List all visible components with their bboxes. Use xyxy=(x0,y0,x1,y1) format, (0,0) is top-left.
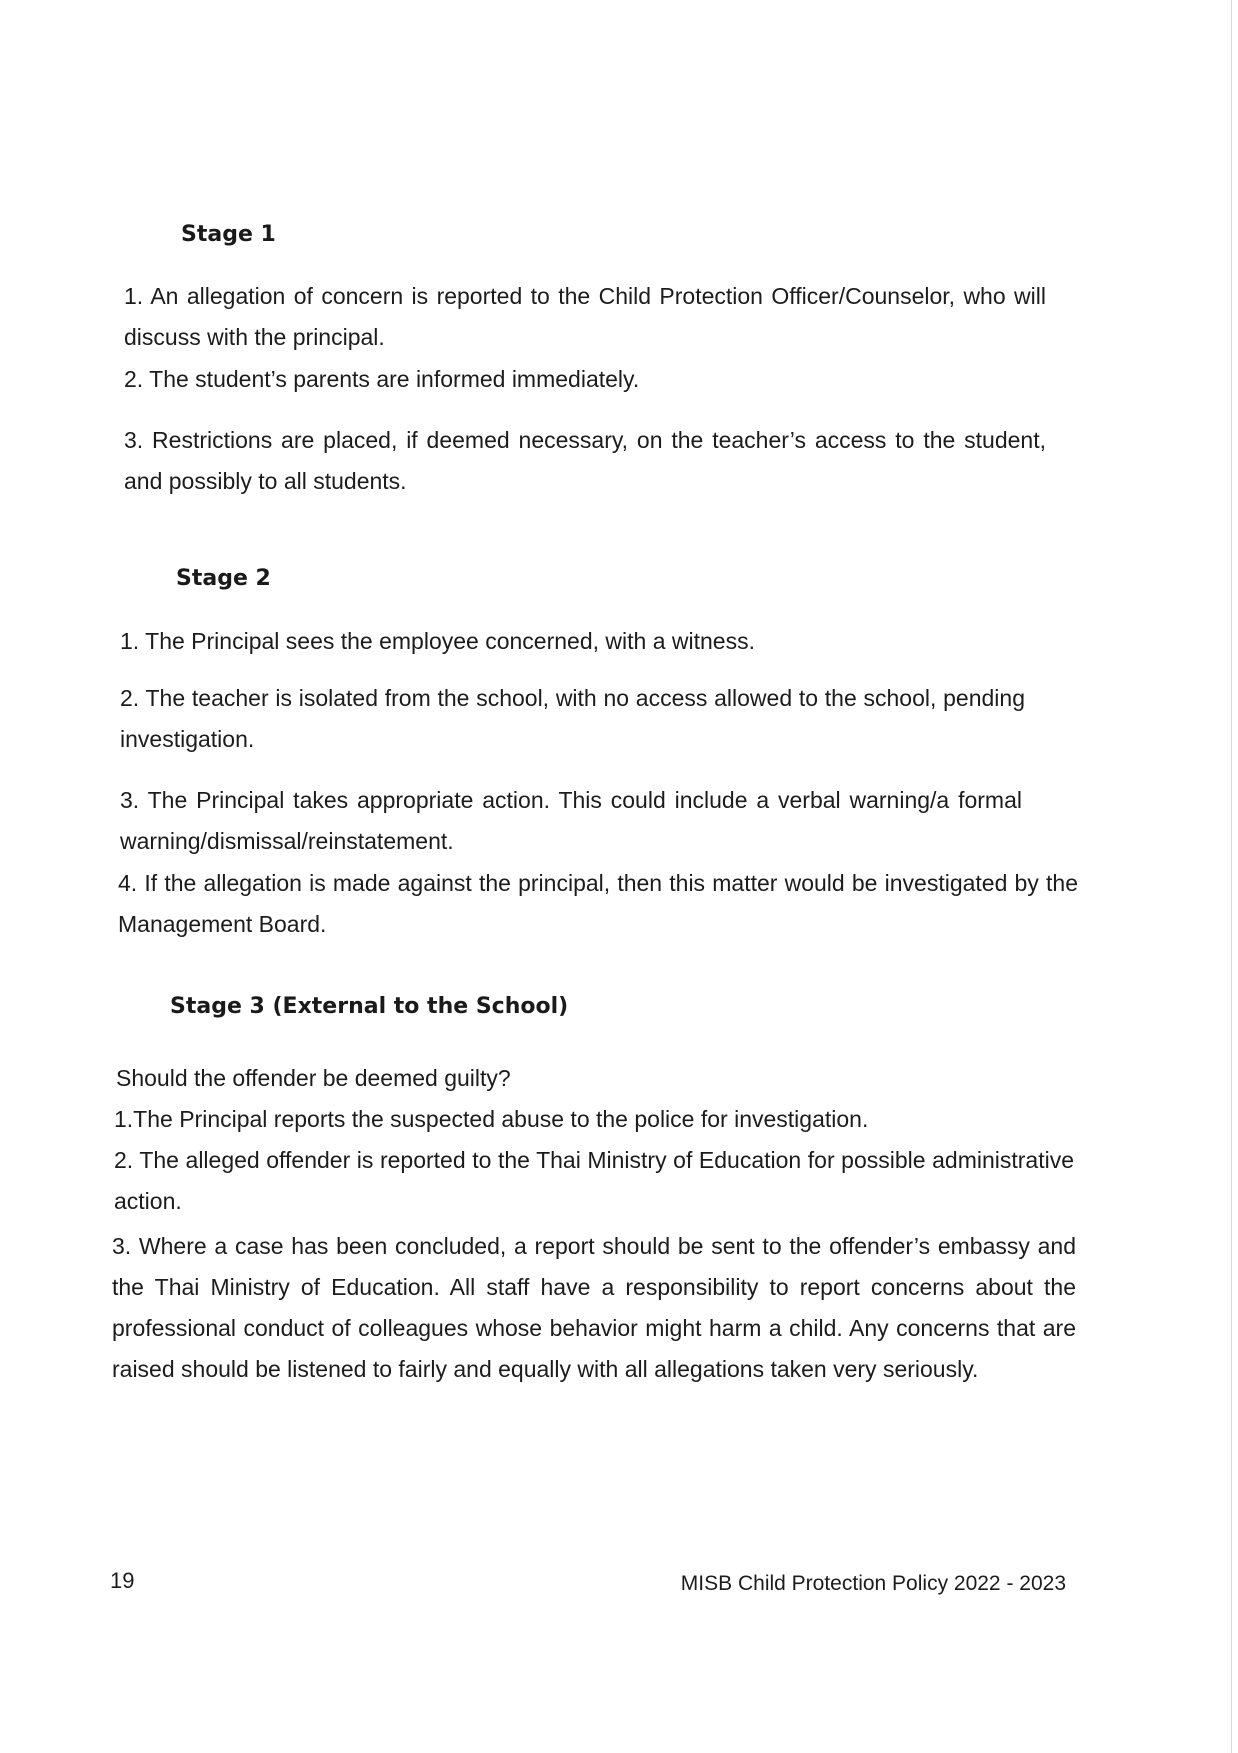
stage-3-intro: Should the offender be deemed guilty? xyxy=(116,1065,511,1091)
stage-1-item-2: 2. The student’s parents are informed immediately. xyxy=(124,366,640,392)
page-number: 19 xyxy=(110,1568,135,1593)
stage-1-item-1: 1. An allegation of concern is reported to the Child Protection Officer/Counselor, who will discuss with the principal. xyxy=(124,283,1046,350)
stage-3-item-3: 3. Where a case has been concluded, a report should be sent to the offender’s embassy and the Thai Ministry of Education. All staff have a responsibility to report concerns about the professional conduct of colleagues whose behavior might harm a child. Any concerns that are raised should be listened to fairly and equally with all allegations taken very seriously. xyxy=(112,1233,1076,1382)
stage-3-item-2: 2. The alleged offender is reported to the Thai Ministry of Education for possible administrative action. xyxy=(114,1147,1074,1214)
stage-3-heading: Stage 3 (External to the School) xyxy=(170,994,569,1019)
stage-2-heading: Stage 2 xyxy=(176,566,271,591)
stage-1-item-3: 3. Restrictions are placed, if deemed necessary, on the teacher’s access to the student, and possibly to all students. xyxy=(124,427,1046,494)
stage-2-item-2: 2. The teacher is isolated from the school, with no access allowed to the school, pending investigation. xyxy=(120,685,1025,752)
stage-3-item-1: 1.The Principal reports the suspected abuse to the police for investigation. xyxy=(114,1106,869,1132)
stage-1-heading: Stage 1 xyxy=(181,222,276,247)
stage-2-item-1: 1. The Principal sees the employee concerned, with a witness. xyxy=(120,628,755,654)
stage-2-item-4: 4. If the allegation is made against the principal, then this matter would be investigated by the Management Board. xyxy=(118,870,1078,937)
stage-2-item-3: 3. The Principal takes appropriate action. This could include a verbal warning/a formal warning/dismissal/reinstatement. xyxy=(120,787,1022,854)
footer-document-title: MISB Child Protection Policy 2022 - 2023 xyxy=(680,1572,1066,1595)
page-edge-line xyxy=(1231,0,1232,1753)
